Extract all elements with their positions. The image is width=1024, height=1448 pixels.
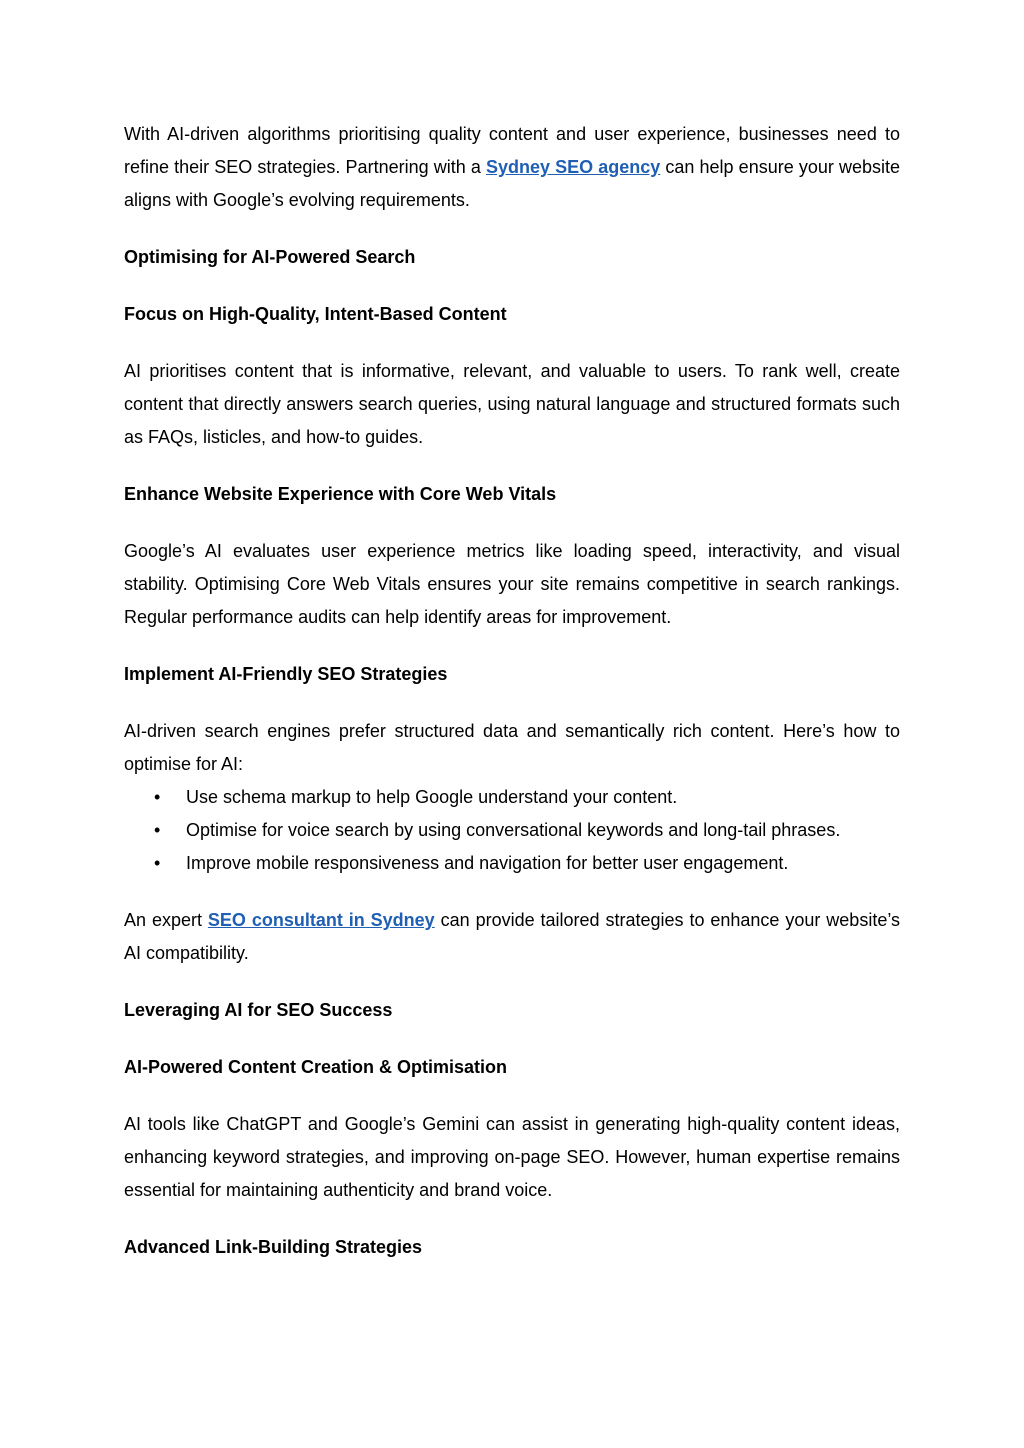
paragraph-core-web-vitals: Google’s AI evaluates user experience metrics like loading speed, interactivity, and visual stability. Optimising Core Web Vitals ensures your site remains competitive in search rankings. Regular performance audits can help identify areas for improvement. bbox=[124, 541, 900, 627]
list-item bbox=[124, 814, 900, 847]
bullet-icon: • bbox=[154, 853, 161, 873]
seo-consultant-sydney-link[interactable]: SEO consultant in Sydney bbox=[207, 910, 435, 930]
list-item-text: Use schema markup to help Google understand your content. bbox=[186, 787, 678, 807]
heading-ai-friendly: Implement AI-Friendly SEO Strategies bbox=[124, 664, 448, 684]
list-item-text: Optimise for voice search by using conversational keywords and long-tail phrases. bbox=[186, 820, 841, 840]
strategy-bullet-list bbox=[124, 781, 900, 880]
heading-focus: Focus on High-Quality, Intent-Based Content bbox=[124, 304, 507, 324]
consultant-paragraph bbox=[124, 904, 900, 970]
paragraph-ai-friendly: AI-driven search engines prefer structured data and semantically rich content. Here’s how to optimise for AI: bbox=[124, 721, 900, 774]
heading-leveraging: Leveraging AI for SEO Success bbox=[124, 1000, 393, 1020]
consultant-text-before: An expert bbox=[124, 910, 208, 930]
bullet-icon: • bbox=[154, 787, 161, 807]
paragraph-focus: AI prioritises content that is informative, relevant, and valuable to users. To rank well, create content that directly answers search queries, using natural language and structured formats such as FAQs, listicles, and how-to guides. bbox=[124, 361, 900, 447]
consultant-text-after: can provide tailored strategies to enhance your website’s AI compatibility. bbox=[124, 910, 901, 963]
heading-link-building: Advanced Link-Building Strategies bbox=[124, 1237, 423, 1257]
list-item bbox=[124, 847, 900, 880]
list-item-text: Improve mobile responsiveness and navigation for better user engagement. bbox=[186, 853, 789, 873]
intro-paragraph bbox=[124, 118, 900, 217]
sydney-seo-agency-link[interactable]: Sydney SEO agency bbox=[485, 157, 661, 177]
intro-text-before: With AI-driven algorithms prioritising quality content and user experience, businesses need to refine their SEO strategies. Partnering with a bbox=[124, 124, 900, 177]
heading-optimising: Optimising for AI-Powered Search bbox=[124, 247, 416, 267]
bullet-icon: • bbox=[154, 820, 161, 840]
document-page bbox=[124, 118, 900, 1264]
heading-core-web-vitals: Enhance Website Experience with Core Web Vitals bbox=[124, 484, 557, 504]
paragraph-content-creation: AI tools like ChatGPT and Google’s Gemini can assist in generating high-quality content ideas, enhancing keyword strategies, and improving on-page SEO. However, human expertise remains essential for maintaining authenticity and brand voice. bbox=[124, 1114, 900, 1200]
heading-content-creation: AI-Powered Content Creation & Optimisation bbox=[124, 1057, 508, 1077]
intro-text-after: can help ensure your website aligns with Google’s evolving requirements. bbox=[124, 157, 900, 210]
list-item bbox=[124, 781, 900, 814]
